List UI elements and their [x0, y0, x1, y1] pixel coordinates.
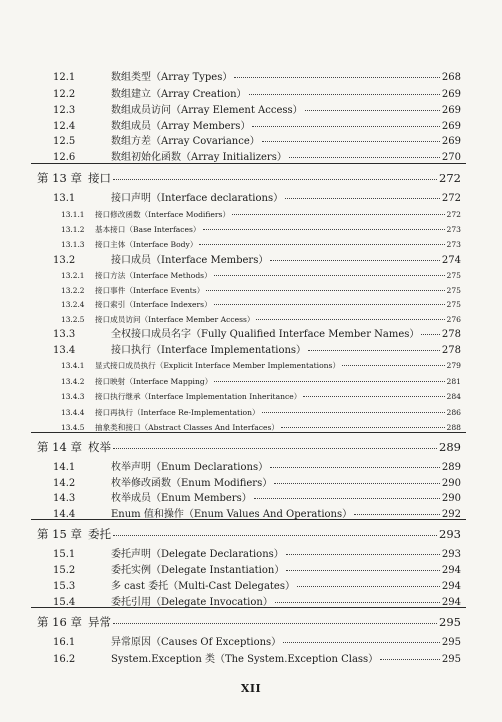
- section-entry: [53, 563, 461, 578]
- entry-page-number: 275: [446, 286, 461, 295]
- entry-number: 第 16 章: [37, 615, 82, 629]
- dot-leader: [234, 68, 440, 78]
- entry-title: 接口成员访问（Interface Member Access）: [95, 315, 255, 324]
- dot-leader: [286, 561, 440, 571]
- section-entry: [53, 579, 461, 594]
- entry-page-number: 279: [446, 361, 461, 370]
- entry-title: 基本接口（Base Interfaces）: [95, 225, 201, 234]
- dot-leader: [308, 341, 440, 351]
- entry-page-number: 295: [439, 615, 461, 629]
- entry-number: 13.1.2: [61, 225, 85, 234]
- entry-number: 13.1.3: [61, 240, 85, 249]
- dot-leader: [252, 117, 439, 127]
- entry-title: Enum 值和操作（Enum Values And Operations）: [111, 509, 353, 520]
- chapter-entry: [37, 171, 461, 185]
- dot-leader: [232, 205, 444, 215]
- entry-title: 委托实例（Delegate Instantiation）: [111, 565, 285, 576]
- entry-title: 接口执行继承（Interface Implementation Inheritance）: [95, 392, 302, 401]
- entry-number: 12.1: [53, 72, 76, 83]
- entry-page-number: 269: [441, 136, 461, 147]
- entry-number: 第 14 章: [37, 440, 82, 454]
- entry-page-number: 272: [439, 171, 461, 185]
- entry-number: 12.3: [53, 105, 76, 116]
- dot-leader: [297, 577, 440, 587]
- entry-title: 数组成员访问（Array Element Access）: [111, 105, 303, 116]
- dot-leader: [281, 418, 445, 428]
- entry-page-number: 268: [441, 72, 461, 83]
- entry-number: 15.1: [53, 549, 76, 560]
- entry-number: 13.2.5: [61, 315, 85, 324]
- entry-page-number: 290: [441, 478, 461, 489]
- section-entry: [53, 134, 461, 149]
- entry-page-number: 273: [446, 240, 461, 249]
- entry-number: 第 15 章: [37, 527, 82, 541]
- dot-leader: [289, 148, 440, 158]
- entry-page-number: 293: [439, 527, 461, 541]
- entry-number: 14.1: [53, 462, 76, 473]
- entry-title: 接口执行（Interface Implementations）: [111, 345, 307, 356]
- entry-number: 13.4.5: [61, 423, 85, 432]
- entry-title: 委托引用（Delegate Invocation）: [111, 597, 273, 608]
- entry-number: 15.4: [53, 597, 76, 608]
- dot-leader: [274, 474, 440, 484]
- entry-title: 抽象类和接口（Abstract Classes And Interfaces）: [95, 423, 279, 432]
- dot-leader: [303, 387, 444, 397]
- entry-title: 接口再执行（Interface Re-Implementation）: [95, 408, 260, 417]
- entry-title: 枚举声明（Enum Declarations）: [111, 462, 269, 473]
- dot-leader: [342, 356, 444, 366]
- section-entry: [53, 547, 461, 562]
- entry-number: 16.1: [53, 637, 76, 648]
- dot-leader: [256, 310, 444, 320]
- section-entry: [53, 491, 461, 506]
- dot-leader: [254, 489, 440, 499]
- dot-leader: [270, 458, 440, 468]
- entry-page-number: 276: [446, 315, 461, 324]
- entry-title: 数组方差（Array Covariance）: [111, 136, 260, 147]
- entry-title: 委托声明（Delegate Declarations）: [111, 549, 284, 560]
- chapter-divider-line: [31, 432, 466, 433]
- entry-number: 15.3: [53, 581, 76, 592]
- entry-title: 接口方法（Interface Methods）: [95, 271, 212, 280]
- entry-number: 12.5: [53, 136, 76, 147]
- dot-leader: [275, 593, 440, 603]
- entry-page-number: 270: [441, 152, 461, 163]
- entry-page-number: 294: [441, 597, 461, 608]
- subsection-entry: [61, 237, 461, 252]
- entry-page-number: 273: [446, 225, 461, 234]
- entry-page-number: 295: [441, 654, 461, 665]
- section-entry: [53, 191, 461, 206]
- dot-leader: [206, 281, 444, 291]
- dot-leader: [285, 189, 440, 199]
- dot-leader: [113, 439, 437, 449]
- section-entry: [53, 87, 461, 102]
- entry-number: 13.1.1: [61, 210, 85, 219]
- dot-leader: [270, 251, 440, 261]
- entry-title: 接口索引（Interface Indexers）: [95, 300, 212, 309]
- entry-title: 异常: [87, 615, 111, 629]
- entry-title: 接口修改函数（Interface Modifiers）: [95, 210, 231, 219]
- entry-number: 13.2.4: [61, 300, 85, 309]
- entry-page-number: 288: [446, 423, 461, 432]
- entry-number: 14.4: [53, 509, 76, 520]
- entry-page-number: 295: [441, 637, 461, 648]
- section-entry: [53, 635, 461, 650]
- entry-page-number: 281: [446, 377, 461, 386]
- chapter-divider-line: [31, 519, 466, 520]
- subsection-entry: [61, 312, 461, 327]
- entry-title: 接口主体（Interface Body）: [95, 240, 198, 249]
- page-number-footer: XII: [240, 682, 262, 695]
- dot-leader: [421, 325, 440, 335]
- entry-page-number: 269: [441, 121, 461, 132]
- entry-page-number: 269: [441, 89, 461, 100]
- dot-leader: [305, 101, 440, 111]
- entry-title: 全权接口成员名字（Fully Qualified Interface Member Names）: [111, 329, 420, 340]
- entry-page-number: 275: [446, 300, 461, 309]
- entry-number: 13.2.2: [61, 286, 85, 295]
- dot-leader: [214, 295, 445, 305]
- entry-number: 12.2: [53, 89, 76, 100]
- dot-leader: [286, 545, 440, 555]
- entry-title: 数组类型（Array Types）: [111, 72, 233, 83]
- entry-title: 接口成员（Interface Members）: [111, 255, 269, 266]
- chapter-divider-line: [31, 163, 466, 164]
- section-entry: [53, 327, 461, 342]
- entry-page-number: 294: [441, 581, 461, 592]
- entry-title: 委托: [87, 527, 111, 541]
- dot-leader: [113, 526, 437, 536]
- entry-number: 14.2: [53, 478, 76, 489]
- dot-leader: [249, 85, 440, 95]
- entry-page-number: 284: [446, 392, 461, 401]
- entry-title: 数组建立（Array Creation）: [111, 89, 247, 100]
- entry-number: 12.4: [53, 121, 76, 132]
- dot-leader: [214, 372, 444, 382]
- entry-number: 13.3: [53, 329, 76, 340]
- dot-leader: [283, 633, 440, 643]
- entry-page-number: 292: [441, 509, 461, 520]
- entry-title: 接口映射（Interface Mapping）: [95, 377, 213, 386]
- dot-leader: [113, 170, 437, 180]
- entry-page-number: 278: [441, 345, 461, 356]
- entry-title: System.Exception 类（The System.Exception Class）: [111, 654, 379, 665]
- dot-leader: [262, 403, 445, 413]
- dot-leader: [380, 650, 440, 660]
- chapter-entry: [37, 440, 461, 454]
- entry-number: 13.4.2: [61, 377, 85, 386]
- entry-page-number: 278: [441, 329, 461, 340]
- entry-page-number: 286: [446, 408, 461, 417]
- section-entry: [53, 103, 461, 118]
- entry-page-number: 289: [441, 462, 461, 473]
- entry-page-number: 294: [441, 565, 461, 576]
- entry-page-number: 269: [441, 105, 461, 116]
- dot-leader: [113, 614, 437, 624]
- entry-page-number: 290: [441, 493, 461, 504]
- subsection-entry: [61, 358, 461, 373]
- entry-title: 数组初始化函数（Array Initializers）: [111, 152, 287, 163]
- entry-number: 14.3: [53, 493, 76, 504]
- chapter-entry: [37, 615, 461, 629]
- entry-title: 接口: [87, 171, 111, 185]
- entry-page-number: 275: [446, 271, 461, 280]
- subsection-entry: [61, 389, 461, 404]
- entry-page-number: 272: [446, 210, 461, 219]
- entry-title: 接口声明（Interface declarations）: [111, 193, 284, 204]
- dot-leader: [262, 132, 440, 142]
- entry-number: 16.2: [53, 654, 76, 665]
- entry-title: 显式接口成员执行（Explicit Interface Member Implementations）: [95, 361, 341, 370]
- entry-number: 13.2: [53, 255, 76, 266]
- entry-title: 多 cast 委托（Multi-Cast Delegates）: [111, 581, 295, 592]
- entry-number: 第 13 章: [37, 171, 82, 185]
- entry-number: 12.6: [53, 152, 76, 163]
- dot-leader: [214, 266, 445, 276]
- entry-title: 枚举: [87, 440, 111, 454]
- entry-title: 接口事件（Interface Events）: [95, 286, 205, 295]
- entry-number: 13.4.3: [61, 392, 85, 401]
- dot-leader: [203, 220, 445, 230]
- entry-number: 13.1: [53, 193, 76, 204]
- entry-page-number: 272: [441, 193, 461, 204]
- entry-number: 13.4.4: [61, 408, 85, 417]
- entry-page-number: 274: [441, 255, 461, 266]
- entry-number: 13.4: [53, 345, 76, 356]
- entry-number: 13.2.1: [61, 271, 85, 280]
- chapter-entry: [37, 527, 461, 541]
- entry-title: 数组成员（Array Members）: [111, 121, 251, 132]
- entry-page-number: 289: [439, 440, 461, 454]
- entry-number: 13.4.1: [61, 361, 85, 370]
- chapter-divider-line: [31, 607, 466, 608]
- entry-title: 枚举成员（Enum Members）: [111, 493, 252, 504]
- entry-title: 异常原因（Causes Of Exceptions）: [111, 637, 282, 648]
- entry-number: 15.2: [53, 565, 76, 576]
- dot-leader: [199, 235, 444, 245]
- section-entry: [53, 652, 461, 667]
- dot-leader: [354, 505, 440, 515]
- entry-title: 枚举修改函数（Enum Modifiers）: [111, 478, 273, 489]
- entry-page-number: 293: [441, 549, 461, 560]
- section-entry: [53, 70, 461, 85]
- section-entry: [53, 460, 461, 475]
